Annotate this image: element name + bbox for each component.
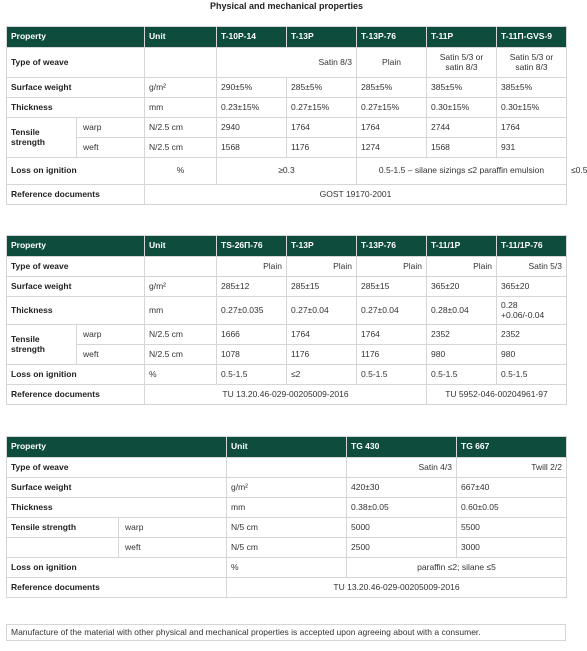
value-cell: 365±20 [427, 277, 497, 297]
value-cell: TU 13.20.46-029-00205009-2016 [227, 578, 567, 598]
header-product: T-11P [427, 27, 497, 48]
unit-cell: N/2.5 cm [145, 138, 217, 158]
row-label-surface: Surface weight [7, 478, 227, 498]
value-cell: 1764 [357, 118, 427, 138]
value-cell: TU 5952-046-00204961-97 [427, 385, 567, 405]
value-cell: 0.38±0.05 [347, 498, 457, 518]
unit-cell: N/2.5 cm [145, 118, 217, 138]
value-cell: 0.27±0.035 [217, 297, 287, 325]
properties-table-1: Property Unit T-10P-14 T-13P T-13P-76 T-11P T-11П-GVS-9 Type of weave Satin 8/3 Plain Satin 5/3 or satin 8/3 Satin 5/3 or satin 8/3 Surface weight g/m² 290±5% 285±5% 285±5% 385±5% 385±5% Thickness mm 0.23±15% 0.27±15% 0.27±15% 0.30±15% 0.30±15% Tensile strength warp N/2.5 cm 2940 1764 1764 2744 1764 weft N/2.5 cm 1568 1176 1274 1568 931 Loss on ignition % ≥0.3 0.5-1.5 – silane sizings ≤2 paraffin emulsion ≤0.5 Reference documents GOST 19170-2001 [6, 26, 567, 205]
value-cell: 1666 [217, 325, 287, 345]
value-cell: 5500 [457, 518, 567, 538]
row-label-ref: Reference documents [7, 185, 145, 205]
row-label-surface: Surface weight [7, 277, 145, 297]
unit-cell [145, 257, 217, 277]
row-label-thickness: Thickness [7, 498, 227, 518]
value-cell: 1764 [497, 118, 567, 138]
spacer-cell [7, 538, 119, 558]
value-cell: 1176 [287, 138, 357, 158]
header-property: Property [7, 236, 145, 257]
row-label-loss: Loss on ignition [7, 365, 145, 385]
value-cell: 1764 [357, 325, 427, 345]
value-cell: 1568 [217, 138, 287, 158]
header-property: Property [7, 27, 145, 48]
value-cell: 667±40 [457, 478, 567, 498]
value-cell: Satin 5/3 or satin 8/3 [427, 48, 497, 78]
header-product: TG 430 [347, 437, 457, 458]
value-cell: 0.23±15% [217, 98, 287, 118]
value-cell: 931 [497, 138, 567, 158]
value-cell: 420±30 [347, 478, 457, 498]
unit-cell: mm [227, 498, 347, 518]
unit-cell: N/2.5 cm [145, 325, 217, 345]
value-cell: 1176 [287, 345, 357, 365]
value-cell: 980 [427, 345, 497, 365]
value-cell: 0.27±0.04 [287, 297, 357, 325]
header-product: TG 667 [457, 437, 567, 458]
value-cell: 1764 [287, 118, 357, 138]
value-cell: 0.27±0.04 [357, 297, 427, 325]
header-product: T-11/1P [427, 236, 497, 257]
value-cell: 0.30±15% [427, 98, 497, 118]
value-cell: 385±5% [497, 78, 567, 98]
value-cell: 5000 [347, 518, 457, 538]
unit-cell: mm [145, 98, 217, 118]
header-property: Property [7, 437, 227, 458]
header-product: T-13P [287, 236, 357, 257]
value-cell: 285±15 [287, 277, 357, 297]
unit-cell: g/m² [145, 277, 217, 297]
value-cell: 1176 [357, 345, 427, 365]
header-product: T-11П-GVS-9 [497, 27, 567, 48]
header-unit: Unit [145, 27, 217, 48]
value-cell: 285±15 [357, 277, 427, 297]
value-cell: GOST 19170-2001 [145, 185, 567, 205]
row-label-warp: warp [77, 325, 145, 345]
value-cell: 0.27±15% [357, 98, 427, 118]
row-label-weave: Type of weave [7, 48, 145, 78]
value-cell: TU 13.20.46-029-00205009-2016 [145, 385, 427, 405]
value-cell: Plain [427, 257, 497, 277]
value-cell: 285±5% [357, 78, 427, 98]
row-label-weave: Type of weave [7, 257, 145, 277]
value-cell: Satin 8/3 [217, 48, 357, 78]
properties-table-3 [6, 436, 567, 598]
unit-cell: % [145, 365, 217, 385]
value-cell: 980 [497, 345, 567, 365]
row-label-surface: Surface weight [7, 78, 145, 98]
row-label-weave: Type of weave [7, 458, 227, 478]
value-cell: 1078 [217, 345, 287, 365]
value-cell: 285±5% [287, 78, 357, 98]
row-label-ref: Reference documents [7, 578, 227, 598]
value-cell: Satin 5/3 [497, 257, 567, 277]
header-product: T-13P-76 [357, 236, 427, 257]
header-product: T-10P-14 [217, 27, 287, 48]
unit-cell: % [227, 558, 347, 578]
value-cell: 0.5-1.5 [427, 365, 497, 385]
header-product: T-11/1P-76 [497, 236, 567, 257]
value-cell: 0.30±15% [497, 98, 567, 118]
value-cell: Satin 5/3 or satin 8/3 [497, 48, 567, 78]
value-cell: 2352 [497, 325, 567, 345]
value-cell: ≥0.3 [217, 158, 357, 185]
value-cell: Plain [217, 257, 287, 277]
value-cell: 0.5-1.5 – silane sizings ≤2 paraffin emulsion [357, 158, 567, 185]
unit-cell [227, 458, 347, 478]
unit-cell [145, 48, 217, 78]
value-cell: 1274 [357, 138, 427, 158]
value-cell: 1764 [287, 325, 357, 345]
value-cell: 0.27±15% [287, 98, 357, 118]
value-cell: 2744 [427, 118, 497, 138]
value-cell: Plain [357, 257, 427, 277]
row-label-ref: Reference documents [7, 385, 145, 405]
value-cell: 385±5% [427, 78, 497, 98]
value-cell: 1568 [427, 138, 497, 158]
value-cell: 2500 [347, 538, 457, 558]
row-label-loss: Loss on ignition [7, 558, 227, 578]
value-cell: 0.5-1.5 [357, 365, 427, 385]
row-label-weft: weft [77, 138, 145, 158]
header-unit: Unit [145, 236, 217, 257]
row-label-thickness: Thickness [7, 297, 145, 325]
unit-cell: g/m² [145, 78, 217, 98]
row-label-weft: weft [77, 345, 145, 365]
value-cell: 2940 [217, 118, 287, 138]
row-label-thickness: Thickness [7, 98, 145, 118]
unit-cell: N/5 cm [227, 538, 347, 558]
value-cell: 0.28±0.04 [427, 297, 497, 325]
header-product: T-13P [287, 27, 357, 48]
value-cell: 290±5% [217, 78, 287, 98]
unit-cell: g/m² [227, 478, 347, 498]
value-cell: 285±12 [217, 277, 287, 297]
row-label-tensile: Tensile strength [7, 325, 77, 365]
value-cell: paraffin ≤2; silane ≤5 [347, 558, 567, 578]
unit-cell: N/2.5 cm [145, 345, 217, 365]
unit-cell: mm [145, 297, 217, 325]
value-cell: 0.5-1.5 [217, 365, 287, 385]
value-cell: ≤2 [287, 365, 357, 385]
value-cell: 0.60±0.05 [457, 498, 567, 518]
row-label-weft: weft [119, 538, 227, 558]
row-label-tensile: Tensile strength [7, 518, 119, 538]
value-cell: Plain [287, 257, 357, 277]
value-cell: 0.28 +0.06/-0.04 [497, 297, 567, 325]
unit-cell: % [145, 158, 217, 185]
value-cell: Plain [357, 48, 427, 78]
row-label-warp: warp [77, 118, 145, 138]
page-title: Physical and mechanical properties [209, 1, 364, 11]
value-cell: 2352 [427, 325, 497, 345]
header-unit: Unit [227, 437, 347, 458]
value-cell: 365±20 [497, 277, 567, 297]
row-label-tensile: Tensile strength [7, 118, 77, 158]
row-label-loss: Loss on ignition [7, 158, 145, 185]
header-product: TS-26П-76 [217, 236, 287, 257]
unit-cell: N/5 cm [227, 518, 347, 538]
header-product: T-13P-76 [357, 27, 427, 48]
row-label-warp: warp [119, 518, 227, 538]
value-cell: Satin 4/3 [347, 458, 457, 478]
footnote: Manufacture of the material with other physical and mechanical properties is accepted upon agreeing about with a consumer. [6, 624, 566, 641]
value-cell: 0.5-1.5 [497, 365, 567, 385]
value-cell: 3000 [457, 538, 567, 558]
value-cell: Twill 2/2 [457, 458, 567, 478]
properties-table-2 [6, 235, 567, 405]
